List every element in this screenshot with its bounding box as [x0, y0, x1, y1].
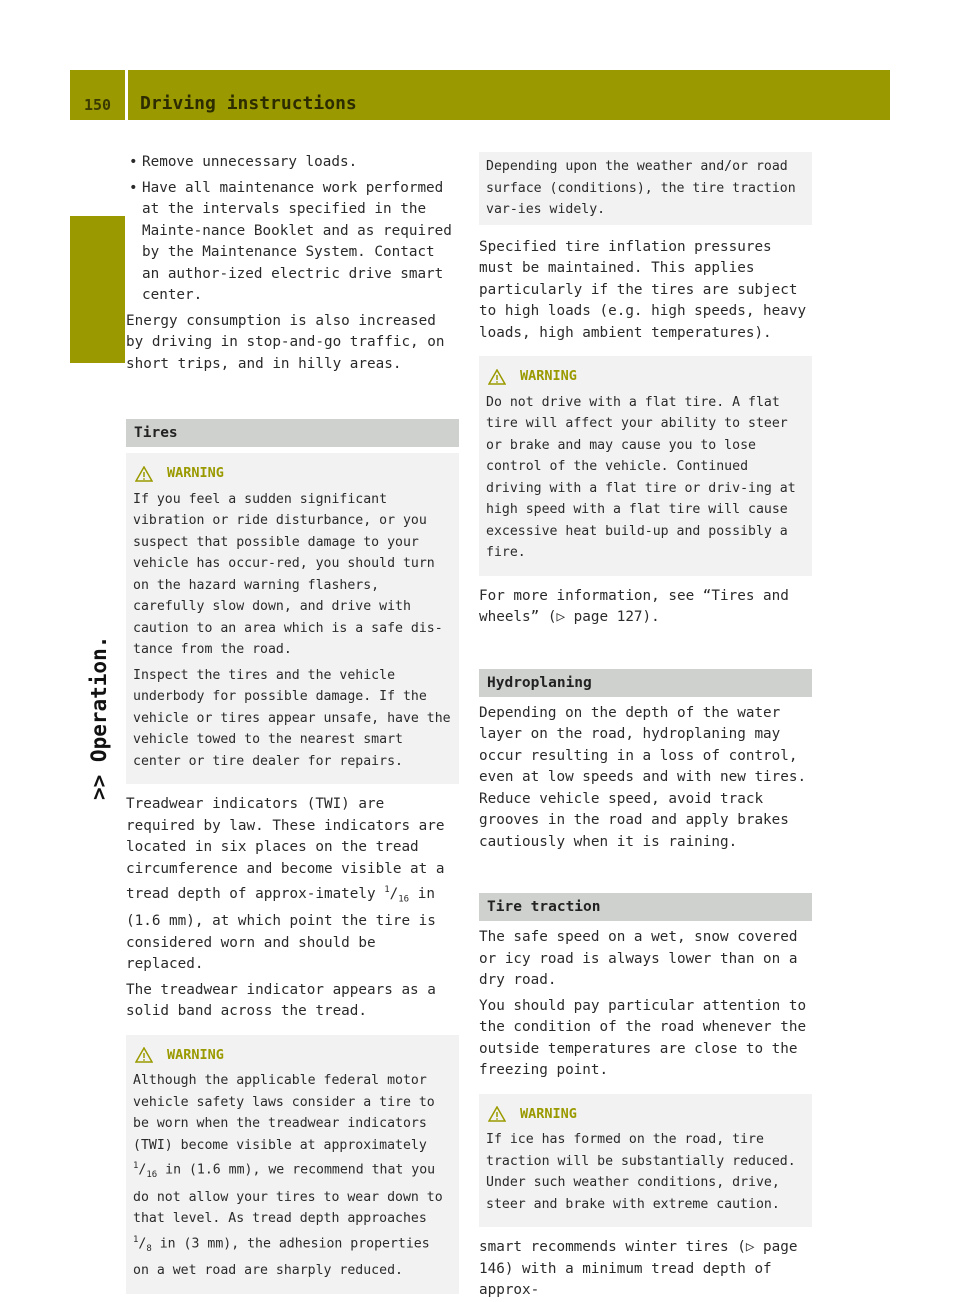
- page-number: 150: [84, 96, 112, 114]
- more-info-paragraph: For more information, see “Tires and wheels” (▷ page 127).: [479, 587, 789, 625]
- traction-paragraph: You should pay particular attention to the condition of the road whenever the outside temperatures are close to the freezing point.: [479, 997, 807, 1078]
- twi-paragraph: Treadwear indicators (TWI) are required by law. These indicators are located in six places on the tread circumference and become visible at a tread depth of approx-imately $^1/_{16}$ in (1.6 mm), at which point the tire is considered worn and should be replaced.: [126, 796, 445, 973]
- warning-text: If ice has formed on the road, tire traction will be substantially reduced. Under such weather conditions, drive, steer and brake with extreme caution.: [486, 1132, 796, 1212]
- warning-box: [479, 1094, 812, 1228]
- warning-triangle-icon: [488, 369, 506, 385]
- warning-triangle-icon: [135, 466, 153, 482]
- warning-title: WARNING: [133, 463, 452, 485]
- info-box: Depending upon the weather and/or road surface (conditions), the tire traction var-ies widely.: [479, 152, 812, 225]
- warning-text: Inspect the tires and the vehicle underbody for possible damage. If the vehicle or tires appear unsafe, have the vehicle towed to the nearest smart center or tire dealer for repairs.: [133, 667, 451, 769]
- section-heading-hydroplaning: Hydroplaning: [479, 669, 812, 697]
- warning-title: WARNING: [486, 366, 805, 388]
- header-divider: [125, 70, 128, 120]
- treadwear-paragraph: The treadwear indicator appears as a solid band across the tread.: [126, 981, 436, 1020]
- bullet-item: • Have all maintenance work performed at the intervals specified in the Mainte-nance Booklet and as required by the Maintenance System. Contact an author-ized electric drive smart center.: [126, 178, 459, 307]
- warning-triangle-icon: [135, 1047, 153, 1063]
- section-heading-tire-traction: Tire traction: [479, 893, 812, 921]
- left-column: [126, 152, 459, 1302]
- warning-box: [126, 453, 459, 784]
- page-title: Driving instructions: [140, 93, 357, 114]
- pressure-paragraph: Specified tire inflation pressures must be maintained. This applies particularly if the tires are subject to high loads (e.g. high speeds, heavy loads, high ambient temperatures).: [479, 238, 807, 341]
- winter-tires-paragraph: smart recommends winter tires (▷ page 146) with a minimum tread depth of approx-: [479, 1239, 798, 1298]
- warning-box: [479, 356, 812, 576]
- warning-title: WARNING: [486, 1104, 805, 1126]
- warning-text: Although the applicable federal motor vehicle safety laws consider a tire to be worn when the treadwear indicators (TWI) become visible at approximately $^1/_{16}$ in (1.6 mm), we recommend that you do not allow your tires to wear down to that level. As tread depth approaches $^1/_8$ in (3 mm), the adhesion properties on a wet road are sharply reduced.: [133, 1073, 443, 1279]
- warning-text: If you feel a sudden significant vibration or ride disturbance, or you suspect that possible damage to your vehicle has occur-red, you should turn on the hazard warning flashers, carefully slow down, and drive with caution to an area which is a safe dis-tance from the road.: [133, 491, 443, 657]
- energy-paragraph: Energy consumption is also increased by driving in stop-and-go traffic, on short trips, and in hilly areas.: [126, 312, 445, 372]
- warning-text: Do not drive with a flat tire. A flat tire will affect your ability to steer or brake and may cause you to lose control of the vehicle. Continued driving with a flat tire or driv-ing at high speed with a flat tire will cause excessive heat build-up and possibly a fire.: [486, 394, 796, 560]
- warning-title: WARNING: [133, 1045, 452, 1067]
- traction-paragraph: The safe speed on a wet, snow covered or icy road is always lower than on a dry road.: [479, 929, 798, 988]
- warning-box: [126, 1035, 459, 1294]
- hydroplaning-paragraph: Depending on the depth of the water layer on the road, hydroplaning may occur resulting in a loss of control, even at low speeds and with new tires. Reduce vehicle speed, avoid track grooves in the road and apply brakes cautiously when it is raining.: [479, 704, 807, 850]
- section-heading-tires: Tires: [126, 419, 459, 447]
- warning-triangle-icon: [488, 1106, 506, 1122]
- bullet-item: • Remove unnecessary loads.: [126, 152, 459, 174]
- side-tab-marker: [70, 216, 125, 363]
- side-tab-label: >> Operation.: [87, 635, 111, 800]
- right-column: [479, 152, 812, 1302]
